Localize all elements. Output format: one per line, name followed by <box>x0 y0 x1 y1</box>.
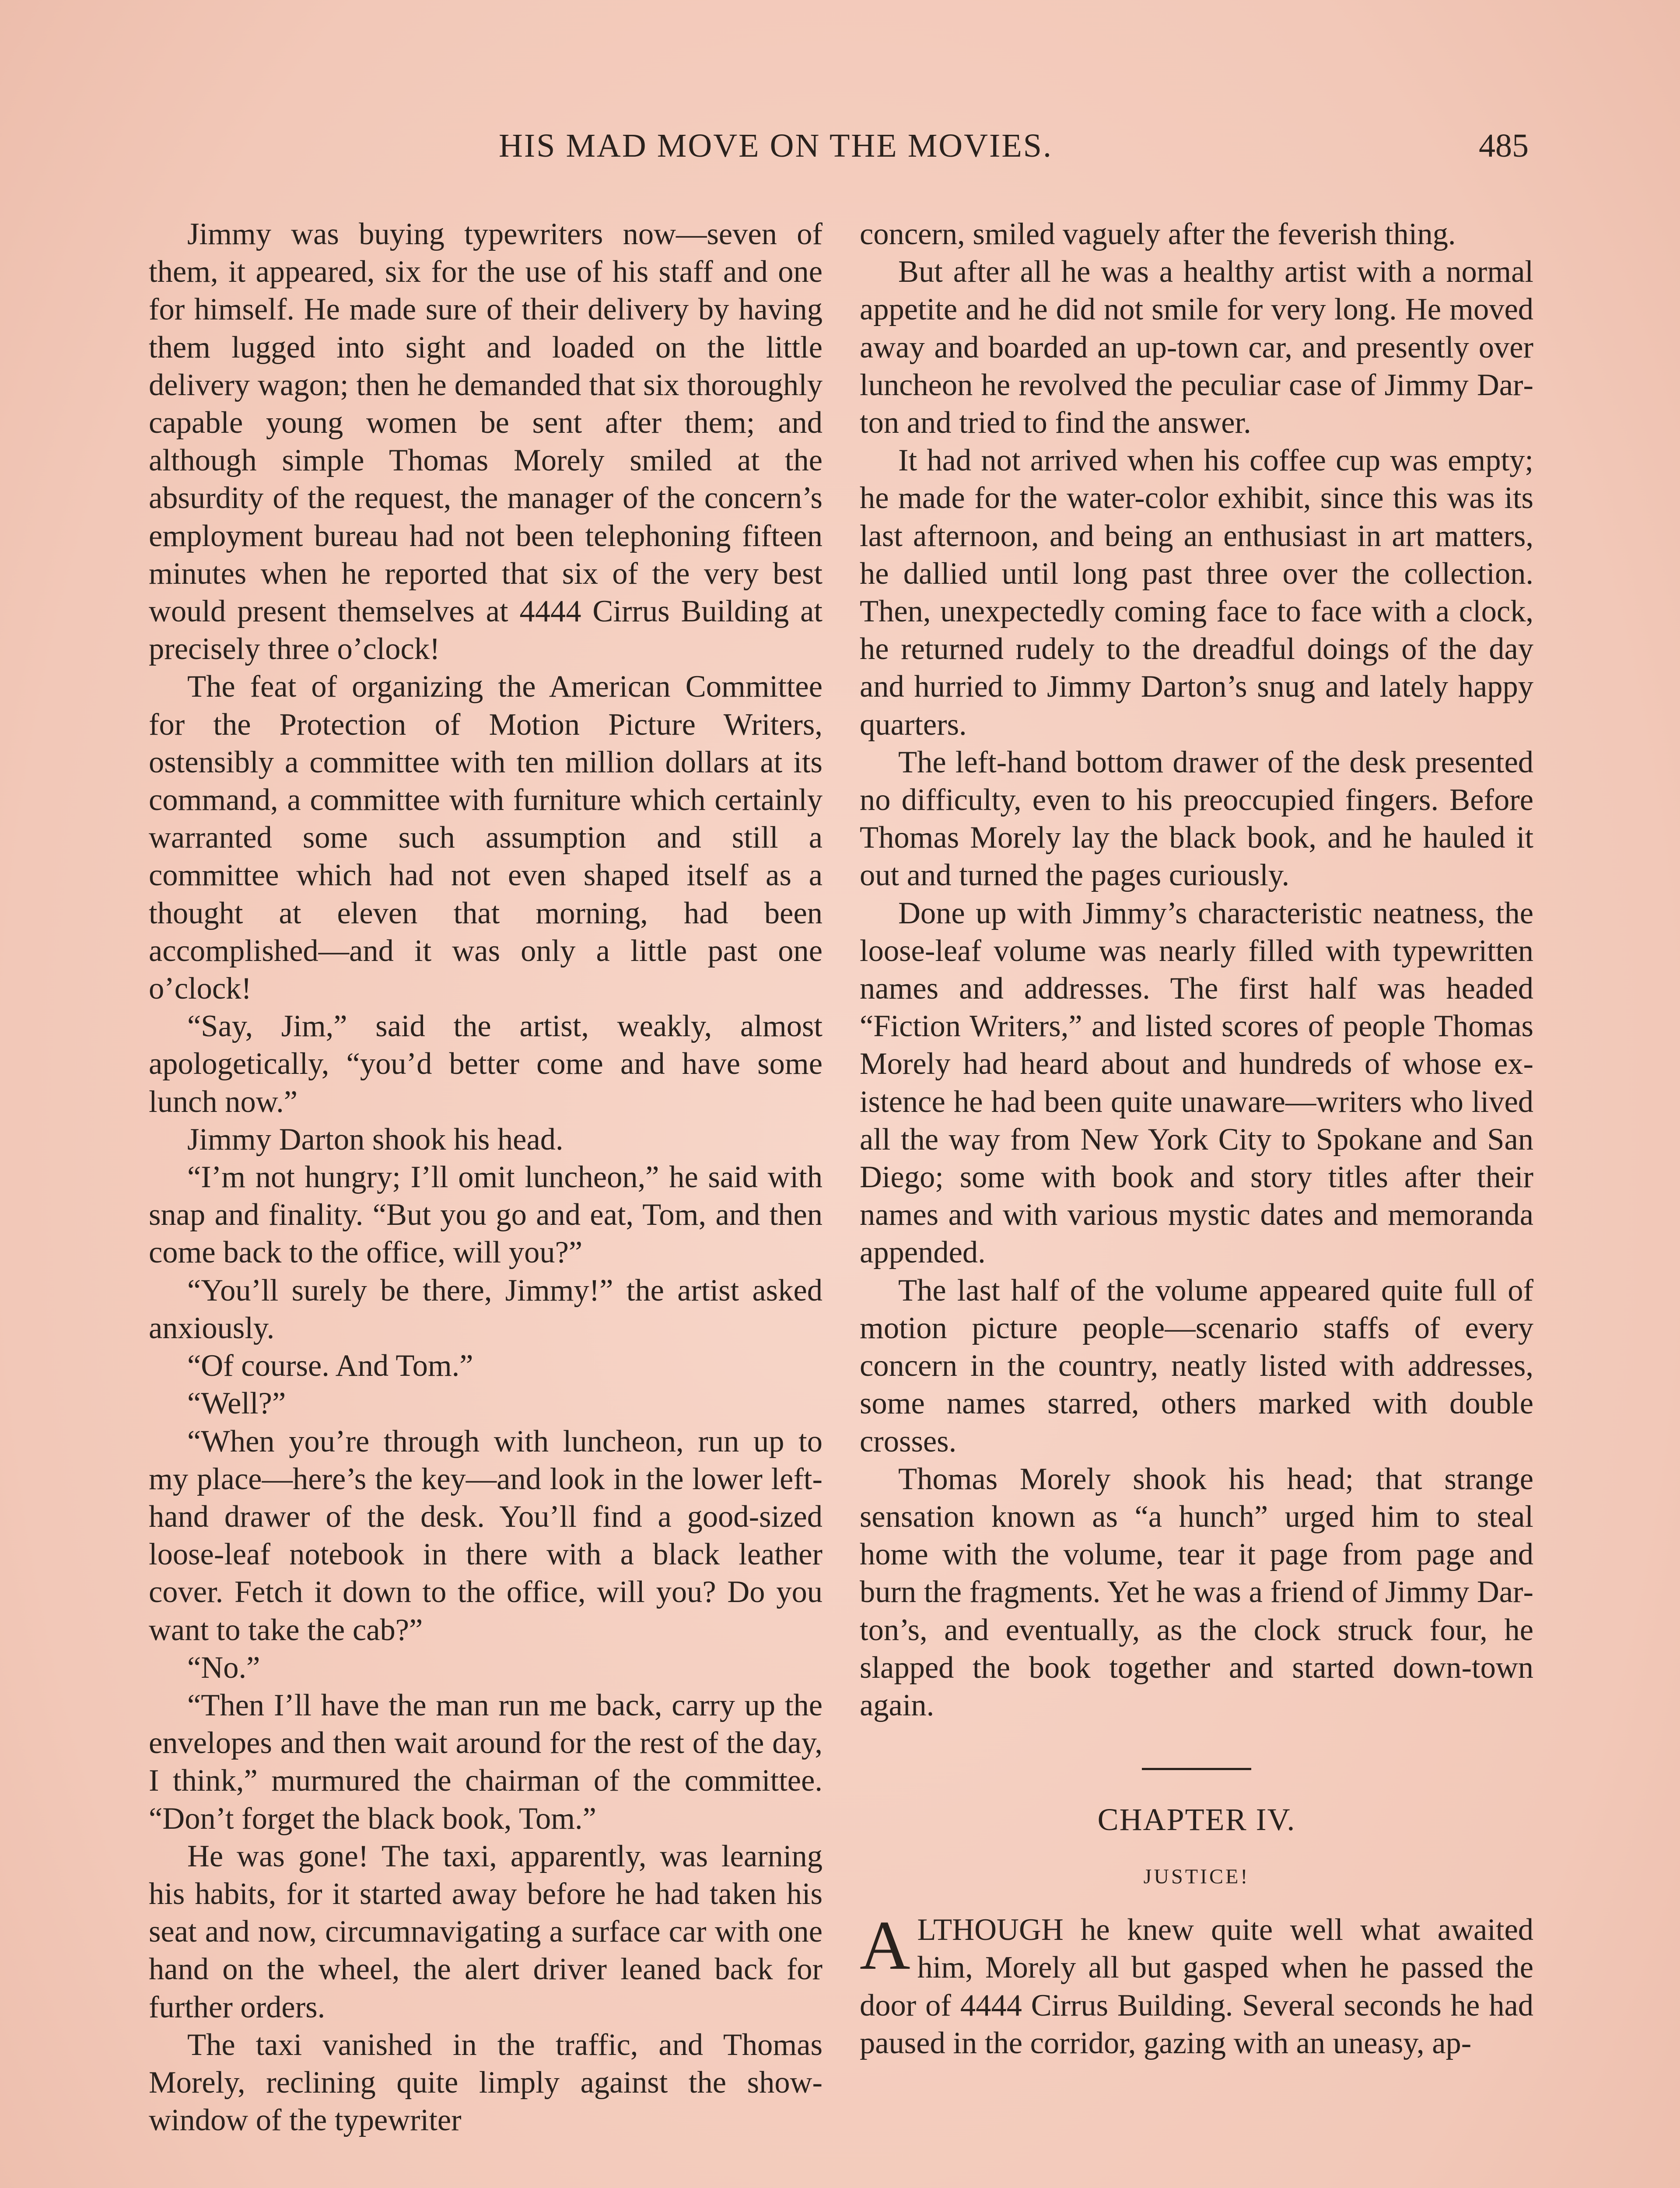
paragraph: The feat of organizing the American Committee for the Protection of Motion Picture Writers, ostensibly a committee with ten million dollars at its command, a committee with furniture which certainly warranted some such assumption and still a committee which had not even shaped itself as a thought at eleven that morning, had been accomplished—and it was only a little past one o’clock! <box>149 670 822 1006</box>
drop-cap: A <box>860 1906 910 1985</box>
paragraph: “Then I’ll have the man run me back, carry up the envelopes and then wait around for the rest of the day, I think,” murmured the chairman of the committee. “Don’t forget the black book, Tom.” <box>149 1688 822 1836</box>
paragraph: The last half of the volume appeared quite full of motion picture people—scenario staffs of every concern in the country, neatly listed with addresses, some names starred, others marked with double crosses. <box>860 1273 1533 1459</box>
running-head: HIS MAD MOVE ON THE MOVIES. <box>499 127 1053 164</box>
chapter-opening-text: LTHOUGH he knew quite well what awaited him, Morely all but gasped when he passed the door of 4444 Cirrus Building. Several seconds he had paused in the corridor, gazing with an uneasy, ap- <box>860 1913 1533 2060</box>
right-column <box>860 215 1533 2062</box>
paragraph: Thomas Morely shook his head; that strange sensation known as “a hunch” urged him to steal home with the volume, tear it page from page and burn the fragments. Yet he was a friend of Jimmy Darton’s, and eventually, as the clock struck four, he slapped the book together and started down-town again. <box>860 1462 1533 1722</box>
paragraph: “Of course. And Tom.” <box>187 1349 473 1383</box>
page-header <box>0 127 1680 175</box>
chapter-opening-paragraph <box>860 1906 1533 2062</box>
page-number: 485 <box>1479 127 1529 164</box>
paragraph: “You’ll surely be there, Jimmy!” the artist asked anxiously. <box>149 1273 822 1345</box>
chapter-subtitle: JUSTICE! <box>1143 1865 1250 1889</box>
paragraph: The taxi vanished in the traffic, and Thomas Morely, reclining quite limply against the show-window of the typewriter <box>149 2027 822 2138</box>
paragraph: But after all he was a healthy artist with a normal appetite and he did not smile for very long. He moved away and boarded an up-town car, and presently over luncheon he revolved the peculiar case of Jimmy Darton and tried to find the answer. <box>860 255 1533 440</box>
paragraph: “When you’re through with luncheon, run up to my place—here’s the key—and look in the lower left-hand drawer of the desk. You’ll find a good-sized loose-leaf notebook in there with a black leather cover. Fetch it down to the office, will you? Do you want to take the cab?” <box>149 1424 822 1647</box>
paragraph: Done up with Jimmy’s characteristic neatness, the loose-leaf volume was nearly filled with typewritten names and addresses. The first half was headed “Fiction Writers,” and listed scores of people Thomas Morely had heard about and hundreds of whose existence he had been quite unaware—writers who lived all the way from New York City to Spokane and San Diego; some with book and story titles after their names and with various mystic dates and memoranda appended. <box>860 896 1533 1270</box>
paragraph: The left-hand bottom drawer of the desk presented no difficulty, even to his preoccupied fingers. Before Thomas Morely lay the black book, and he hauled it out and turned the pages curiously. <box>860 745 1533 893</box>
paragraph: He was gone! The taxi, apparently, was learning his habits, for it started away before he had taken his seat and now, circumnavigating a surface car with one hand on the wheel, the alert driver leaned back for further orders. <box>149 1839 822 2024</box>
paragraph: Jimmy Darton shook his head. <box>187 1122 564 1157</box>
paragraph: It had not arrived when his coffee cup was empty; he made for the water-color exhibit, since this was its last afternoon, and being an enthusiast in art matters, he dallied until long past three over the collection. Then, unexpectedly coming face to face with a clock, he returned rudely to the dreadful doings of the day and hurried to Jimmy Darton’s snug and lately happy quarters. <box>860 443 1533 742</box>
paragraph: “Say, Jim,” said the artist, weakly, almost apologetically, “you’d better come and have some lunch now.” <box>149 1009 822 1119</box>
section-divider <box>1142 1768 1251 1770</box>
paragraph: “I’m not hungry; I’ll omit luncheon,” he said with snap and finality. “But you go and eat, Tom, and then come back to the office, will you?” <box>149 1160 822 1270</box>
paragraph: “No.” <box>187 1650 260 1685</box>
continued-paragraph: concern, smiled vaguely after the feverish thing. <box>860 217 1456 251</box>
left-column <box>149 215 822 2139</box>
chapter-title: CHAPTER IV. <box>1097 1802 1296 1837</box>
paragraph: Jimmy was buying typewriters now—seven of them, it appeared, six for the use of his staff and one for himself. He made sure of their delivery by having them lugged into sight and loaded on the little delivery wagon; then he demanded that six thoroughly capable young women be sent after them; and although simple Thomas Morely smiled at the absurdity of the request, the manager of the concern’s employment bureau had not been telephoning fifteen minutes when he reported that six of the very best would present themselves at 4444 Cirrus Building at precisely three o’clock! <box>149 217 822 666</box>
paragraph: “Well?” <box>187 1386 286 1421</box>
